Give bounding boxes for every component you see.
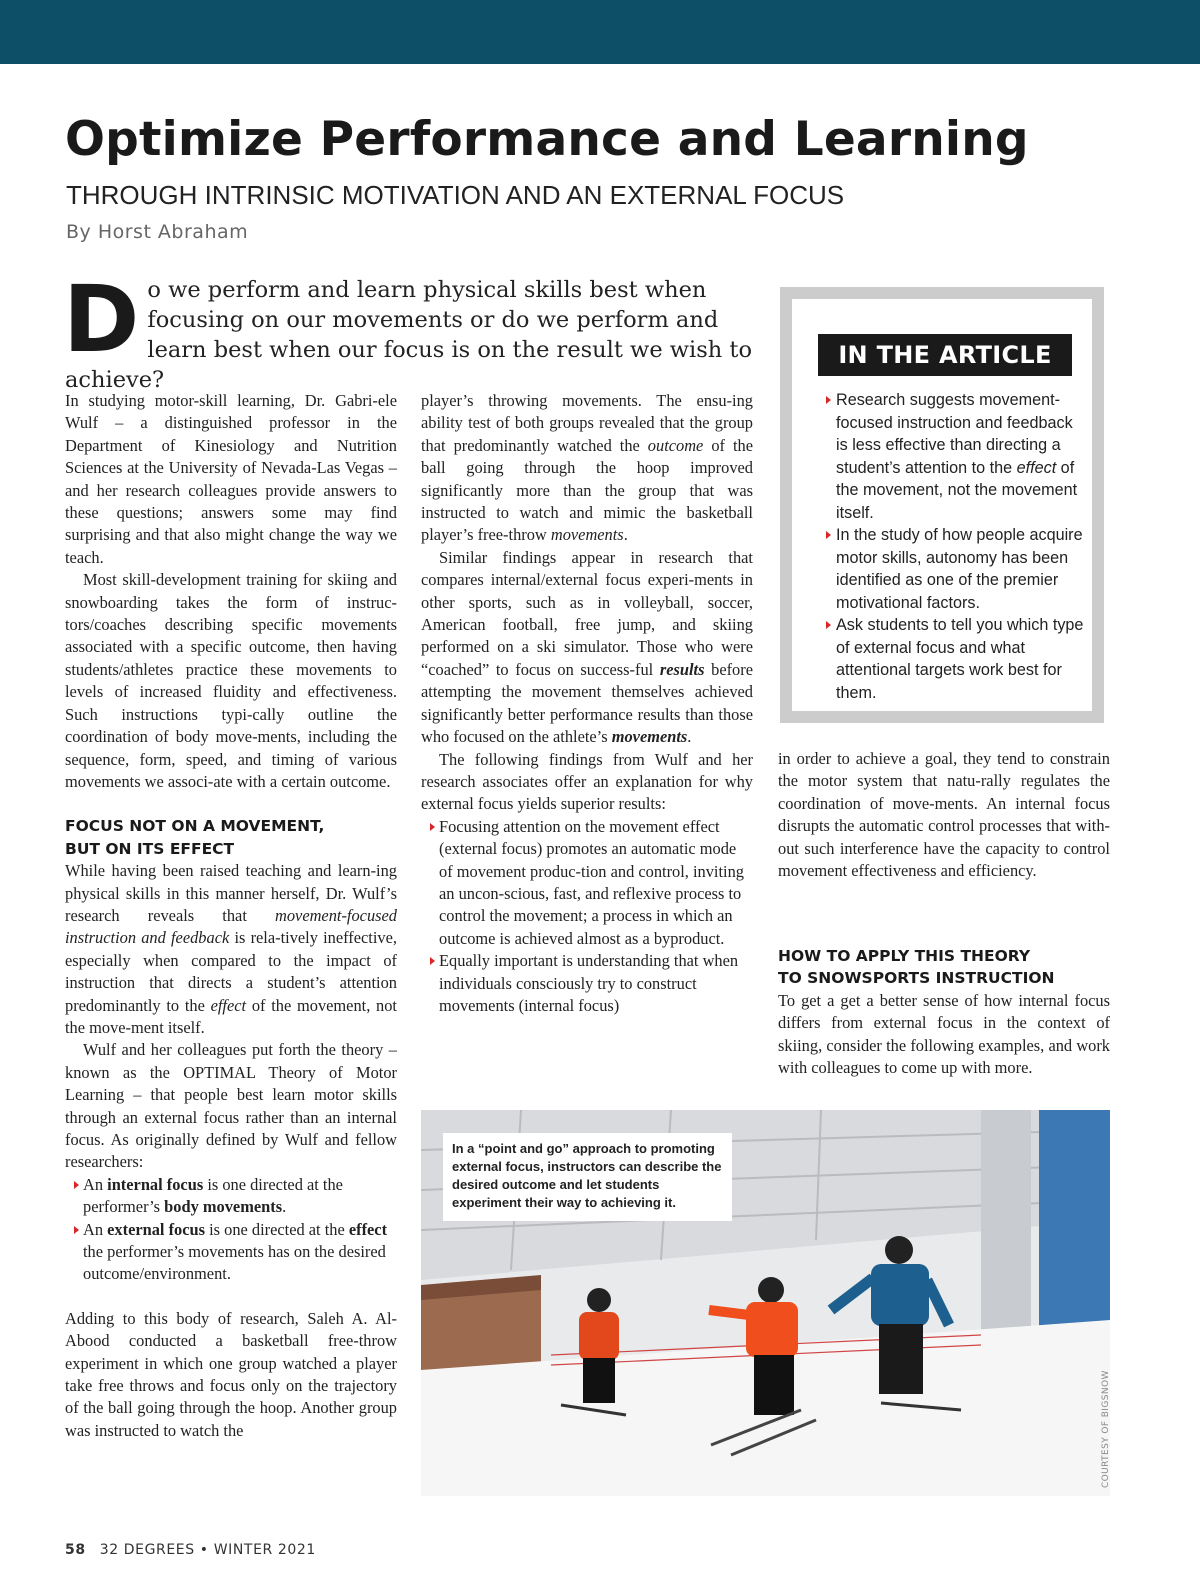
in-the-article-sidebar bbox=[780, 287, 1104, 723]
body-paragraph: Wulf and her colleagues put forth the theory – known as the OPTIMAL Theory of Motor Learning – that people best learn motor skills through an external focus rather than an internal focus. As originally defined by Wulf and fellow researchers: bbox=[65, 1040, 397, 1172]
byline: By Horst Abraham bbox=[66, 221, 249, 243]
sidebar-list bbox=[824, 389, 1084, 704]
list-item: An internal focus is one directed at the performer’s body movements. bbox=[65, 1174, 397, 1219]
body-paragraph: in order to achieve a goal, they tend to constrain the motor system that natu-rally regulates the coordination of move-ments. An internal focus disrupts the automatic control processes that with-out such interference have the capacity to control movement effectiveness and efficiency. bbox=[778, 749, 1110, 881]
sidebar-bullet: Research suggests movement-focused instruction and feedback is less effective than directing a student’s attention to the effect of the movement, not the movement itself. bbox=[824, 389, 1084, 524]
drop-cap: D bbox=[63, 266, 140, 373]
column-4 bbox=[778, 945, 1110, 1079]
column-2 bbox=[421, 390, 753, 1017]
body-paragraph: While having been raised teaching and learn-ing physical skills in this manner herself, Dr. Wulf’s research reveals that movement-focused instruction and feedback is rela-tively ineffective, especially when compared to the impact of instruction that directs a student’s attention predominantly to the effect of the movement, not the move-ment itself. bbox=[65, 861, 397, 1037]
article-subtitle: THROUGH INTRINSIC MOTIVATION AND AN EXTERNAL FOCUS bbox=[66, 180, 845, 210]
body-paragraph: Adding to this body of research, Saleh A. Al-Abood conducted a basketball free-throw experiment in which one group watched a player take free throws and focus only on the trajectory of the ball going through the hoop. Another group was instructed to watch the bbox=[65, 1308, 397, 1440]
top-color-bar bbox=[0, 0, 1200, 64]
article-title: Optimize Performance and Learning bbox=[65, 112, 1029, 167]
column-3 bbox=[778, 748, 1110, 882]
list-item: Focusing attention on the movement effect (external focus) promotes an automatic mode of movement produc-tion and control, inviting an uncon-scious, fast, and reflexive process to control the movement; a process in which an outcome is achieved almost as a byproduct. bbox=[421, 816, 753, 950]
list-item: Equally important is understanding that when individuals consciously try to construct movements (internal focus) bbox=[421, 950, 753, 1017]
findings-list bbox=[421, 816, 753, 1018]
page-number: 58 bbox=[65, 1542, 86, 1558]
body-paragraph: Similar findings appear in research that compares internal/external focus experi-ments in other sports, such as in volleyball, soccer, American football, free jump, and skiing performed on a ski simulator. Those who were “coached” to focus on success-ful results before attempting the movement themselves achieved significantly better performance results than those who focused on the athlete’s movements. bbox=[421, 547, 753, 747]
body-paragraph: To get a get a better sense of how internal focus differs from external focus in the context of skiing, consider the following examples, and work with colleagues to come up with more. bbox=[778, 990, 1110, 1078]
section-heading: FOCUS NOT ON A MOVEMENT, BUT ON ITS EFFECT bbox=[65, 817, 325, 858]
focus-definition-list bbox=[65, 1174, 397, 1286]
list-item: An external focus is one directed at the effect the performer’s movements has on the desired outcome/environment. bbox=[65, 1219, 397, 1286]
photo-caption: In a “point and go” approach to promoting external focus, instructors can describe the desired outcome and let students experiment their way to achieving it. bbox=[443, 1133, 732, 1221]
photo-credit: COURTESY OF BIGSNOW bbox=[1101, 1370, 1111, 1488]
column-1 bbox=[65, 390, 397, 1442]
body-paragraph: The following findings from Wulf and her research associates offer an explanation for why external focus yields superior results: bbox=[421, 749, 753, 814]
sidebar-bullet: Ask students to tell you which type of external focus and what attentional targets work best for them. bbox=[824, 614, 1084, 704]
page-footer bbox=[65, 1542, 316, 1558]
lead-paragraph bbox=[63, 266, 755, 395]
sidebar-bullet: In the study of how people acquire motor skills, autonomy has been identified as one of the premier motivational factors. bbox=[824, 524, 1084, 614]
publication-name: 32 DEGREES • WINTER 2021 bbox=[99, 1542, 316, 1558]
body-paragraph: In studying motor-skill learning, Dr. Gabri-ele Wulf – a distinguished professor in the Department of Kinesiology and Nutrition Sciences at the University of Nevada-Las Vegas – and her research colleagues provide answers to these questions; answers some may find surprising and that also might change the way we teach. bbox=[65, 391, 397, 567]
body-paragraph: player’s throwing movements. The ensu-ing ability test of both groups revealed that the group that predominantly watched the outcome of the ball going through the hoop improved significantly more than the group that was instructed to watch and mimic the basketball player’s free-throw movements. bbox=[421, 391, 753, 545]
lead-text: o we perform and learn physical skills best when focusing on our movements or do we perform and learn best when our focus is on the result we wish to achieve? bbox=[65, 277, 753, 393]
section-heading: HOW TO APPLY THIS THEORY TO SNOWSPORTS INSTRUCTION bbox=[778, 947, 1055, 988]
sidebar-heading: IN THE ARTICLE bbox=[818, 334, 1072, 376]
body-paragraph: Most skill-development training for skiing and snowboarding takes the form of instruc-tors/coaches describing specific movements associated with a specific outcome, then having students/athletes practice these movements to levels of increased fluidity and effectiveness. Such instructions typi-cally outline the coordination of body move-ments, including the sequence, form, speed, and timing of various movements we associ-ate with a certain outcome. bbox=[65, 570, 397, 791]
